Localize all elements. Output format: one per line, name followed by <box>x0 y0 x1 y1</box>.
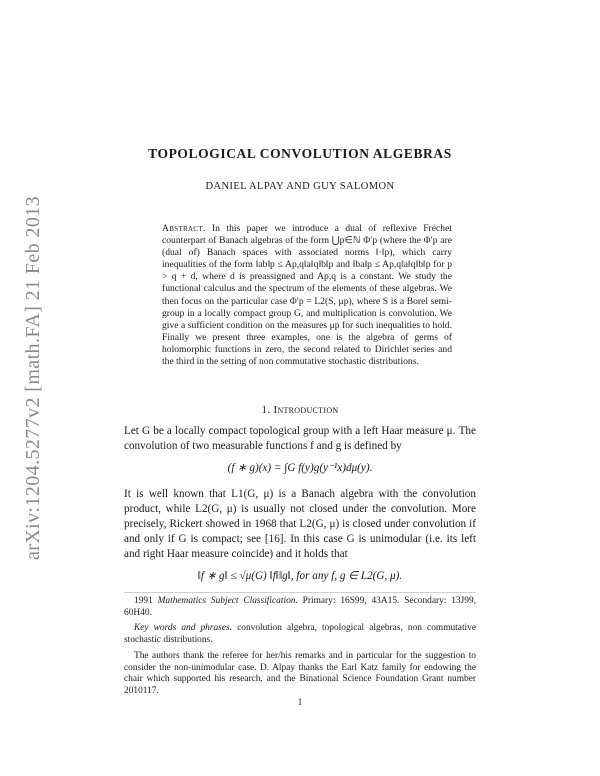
intro-paragraph-1: Let G be a locally compact topological group with a left Haar measure μ. The convolution of two measurable functions f and g is defined by <box>124 425 476 452</box>
abstract-label: Abstract. <box>162 223 206 234</box>
convolution-equation: (f ∗ g)(x) = ∫G f(y)g(y⁻¹x)dμ(y). <box>227 462 373 474</box>
paper-title: TOPOLOGICAL CONVOLUTION ALGEBRAS <box>148 146 452 161</box>
page-number: 1 <box>297 698 303 708</box>
footnote-keywords <box>124 623 476 646</box>
intro-paragraph-2: It is well known that L1(G, μ) is a Banach algebra with the convolution product, while L2(G, μ) is usually not closed under the convolution. More precisely, Rickert showed in 1968 that L2(G, μ) is closed under convolution if and only if G is compact; see [16]. In this case G is unimodular (i.e. its left and right Haar measure coincide) and it holds that <box>124 488 476 560</box>
section-number: 1. <box>261 404 271 416</box>
keywords-text: convolution algebra, topological algebras, non commutative stochastic distributions. <box>124 623 477 645</box>
footnote-divider <box>124 592 476 593</box>
keywords-label: Key words and phrases. <box>134 623 232 633</box>
section-heading <box>0 404 600 416</box>
arxiv-identifier-stamp: arXiv:1204.5277v2 [math.FA] 21 Feb 2013 <box>22 195 44 560</box>
footnote-acknowledgement <box>124 651 476 697</box>
footnote-msc <box>124 596 476 619</box>
norm-inequality-equation: ‖f ∗ g‖ ≤ √μ(G) ‖f‖‖g‖, for any f, g ∈ L2(G, μ). <box>197 570 403 582</box>
section-title: Introduction <box>273 404 339 416</box>
paper-authors: DANIEL ALPAY AND GUY SALOMON <box>205 181 395 192</box>
msc-label: Mathematics Subject Classification. <box>157 596 298 606</box>
msc-prefix: 1991 <box>134 596 153 606</box>
acknowledgement-text: The authors thank the referee for her/his remarks and in particular for the suggestion to consider the non-unimodular case. D. Alpay thanks the Earl Katz family for endowing the chair which supported his research, and the Binational Science Foundation Grant number 2010117. <box>124 651 476 696</box>
abstract-text: In this paper we introduce a dual of reflexive Fréchet counterpart of Banach algebras of the form ⋃p∈ℕ Φ′p (where the Φ′p are (dual of) Banach spaces with associated norms ‖·‖p), which carry inequalities of the form ‖ab‖p ≤ Ap,q‖a‖q‖b‖p and ‖ba‖p ≤ Ap,q‖a‖q‖b‖p for p > q + d, where d is preassigned and Ap,q is a constant. We study the functional calculus and the spectrum of the elements of these algebras. We then focus on the particular case Φ′p = L2(S, μp), where S is a Borel semi-group in a locally compact group G, and multiplication is convolution. We give a sufficient condition on the measures μp for such inequalities to hold. Finally we present three examples, one is the algebra of germs of holomorphic functions in zero, the second related to Dirichlet series and the third in the setting of non commutative stochastic distributions. <box>162 223 452 368</box>
abstract <box>162 223 452 368</box>
msc-text: Primary: 16S99, 43A15. Secondary: 13J99, 60H40. <box>124 596 476 618</box>
